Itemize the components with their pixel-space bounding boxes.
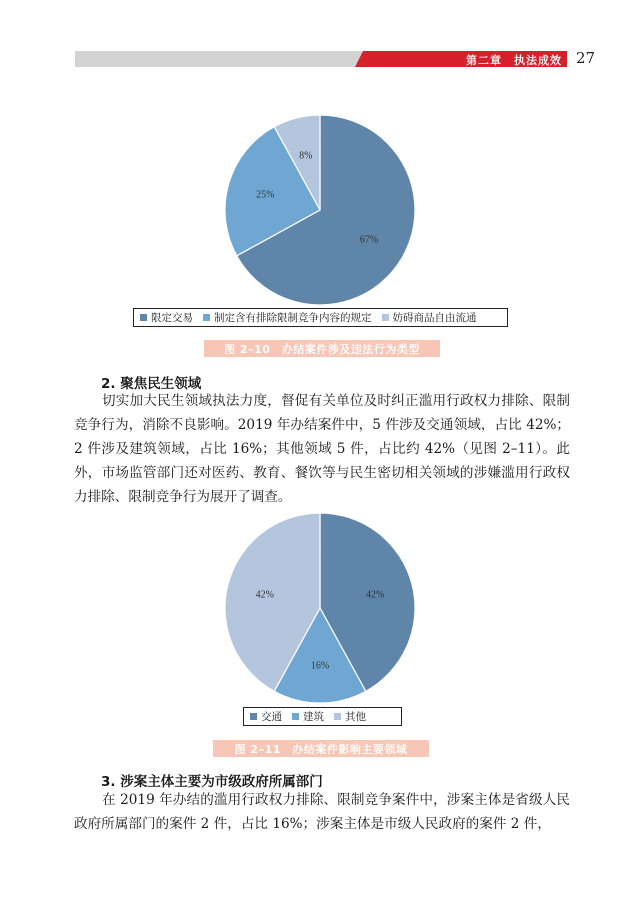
legend-swatch (140, 314, 147, 321)
section-paragraph-2: 切实加大民生领域执法力度，督促有关单位及时纠正滥用行政权力排除、限制竞争行为，消除不良影响。2019 年办结案件中，5 件涉及交通领域，占比 42%；2 件涉及建筑领域，占比 16%；其他领域 5 件，占比约 42%（见图 2–11）。此外，市场监管部门还对医药、教育、餐饮等与民生密切相关领域的涉嫌滥用行政权力排除、限制竞争行为展开了调查。 (74, 393, 570, 505)
legend-swatch (382, 314, 389, 321)
legend-item (382, 310, 477, 325)
legend-item (292, 709, 324, 724)
section-paragraph-3: 在 2019 年办结的滥用行政权力排除、限制竞争案件中，涉案主体是省级人民政府所属部门的案件 2 件，占比 16%；涉案主体是市级人民政府的案件 2 件， (74, 792, 570, 832)
legend-item (250, 709, 282, 724)
figure-caption-2-10: 图 2–10 办结案件涉及违法行为类型 (204, 340, 440, 357)
pie-chart-violation-types (220, 110, 420, 310)
pie-legend-violation-types (133, 308, 508, 327)
pie-chart-affected-fields (220, 508, 420, 708)
pie-data-label: 42% (366, 589, 385, 601)
legend-label: 交通 (261, 711, 282, 723)
pie-data-label: 16% (310, 660, 330, 672)
pie-data-label: 25% (256, 189, 275, 201)
pie-data-label: 8% (299, 150, 313, 162)
legend-label: 妨碍商品自由流通 (392, 312, 477, 324)
section-heading-2: 2. 聚焦民生领域 (101, 376, 202, 392)
pie-data-label: 42% (255, 589, 274, 601)
legend-label: 限定交易 (151, 312, 193, 324)
legend-label: 其他 (345, 711, 366, 723)
legend-swatch (203, 314, 210, 321)
header-grey-bar (75, 51, 362, 67)
legend-item (203, 310, 372, 325)
legend-swatch (250, 713, 257, 720)
pie-data-label: 67% (359, 234, 379, 246)
legend-swatch (334, 713, 341, 720)
page-number: 27 (576, 49, 596, 67)
legend-swatch (292, 713, 299, 720)
chapter-title: 第二章 执法成效 (466, 54, 562, 67)
legend-label: 制定含有排除限制竞争内容的规定 (214, 312, 372, 324)
legend-label: 建筑 (303, 711, 324, 723)
figure-caption-2-11: 图 2–11 办结案件影响主要领域 (213, 740, 429, 757)
pie-legend-affected-fields (243, 707, 402, 726)
legend-item (140, 310, 193, 325)
legend-item (334, 709, 366, 724)
section-heading-3: 3. 涉案主体主要为市级政府所属部门 (101, 774, 323, 790)
